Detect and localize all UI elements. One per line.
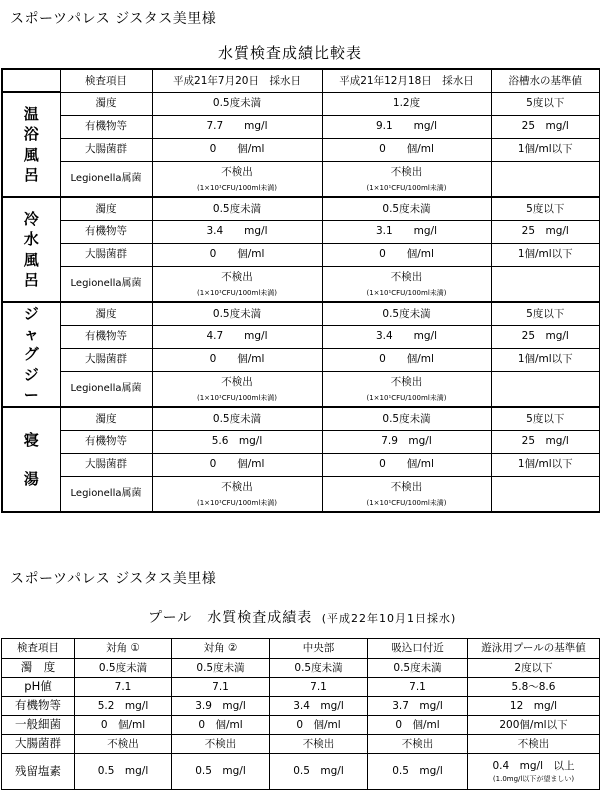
category-char: 浴 bbox=[23, 125, 39, 144]
value-december bbox=[322, 325, 491, 348]
value-december bbox=[322, 115, 491, 138]
table2-col-item: 検査項目 bbox=[2, 639, 75, 659]
test-item: Legionella属菌 bbox=[60, 266, 152, 302]
table2-col-intake: 吸込口付近 bbox=[368, 639, 468, 659]
table1-row bbox=[2, 138, 600, 161]
category-char: グ bbox=[23, 345, 39, 364]
pool-standard-main: 2度以下 bbox=[514, 661, 553, 674]
pool-standard bbox=[468, 735, 600, 754]
pool-standard bbox=[468, 697, 600, 716]
value-december bbox=[322, 220, 491, 243]
category-char: 風 bbox=[23, 250, 39, 269]
pool-value: 7.1 bbox=[368, 678, 468, 697]
value-note: (1×10¹CFU/100ml未満) bbox=[366, 183, 447, 192]
standard-value: 1個/ml以下 bbox=[491, 348, 600, 371]
table2-row bbox=[2, 716, 600, 735]
value-main: 不検出 bbox=[390, 165, 423, 178]
table1-row bbox=[2, 348, 600, 371]
table1-row bbox=[2, 325, 600, 348]
category-label bbox=[2, 407, 60, 512]
category-char: ジ bbox=[23, 365, 39, 384]
pool-value: 0.5 mg/l bbox=[270, 754, 368, 790]
comparison-table bbox=[1, 68, 600, 513]
category-char: ー bbox=[23, 385, 39, 404]
category-char: 呂 bbox=[23, 270, 39, 289]
value-main: 0.5度未満 bbox=[212, 307, 262, 320]
value-december bbox=[322, 161, 491, 197]
table1-row bbox=[2, 92, 600, 115]
value-main: 3.4 mg/l bbox=[206, 225, 268, 238]
value-december bbox=[322, 92, 491, 115]
value-july bbox=[152, 266, 322, 302]
value-main: 0 個/ml bbox=[209, 458, 265, 471]
value-main: 7.9 mg/l bbox=[381, 435, 432, 448]
test-item: 有機物等 bbox=[60, 430, 152, 453]
table1-row bbox=[2, 161, 600, 197]
facility-header-2: スポーツパレス ジスタス美里様 bbox=[10, 571, 217, 587]
category-char bbox=[3, 451, 60, 469]
value-main: 不検出 bbox=[390, 375, 423, 388]
table2-col-diag2: 対角 ② bbox=[172, 639, 270, 659]
table2-row bbox=[2, 754, 600, 790]
value-july bbox=[152, 220, 322, 243]
pool-value: 0 個/ml bbox=[368, 716, 468, 735]
pool-value: 不検出 bbox=[75, 735, 172, 754]
table1-row bbox=[2, 371, 600, 407]
value-note: (1×10¹CFU/100ml未満) bbox=[196, 183, 277, 192]
value-main: 不検出 bbox=[221, 270, 253, 283]
pool-standard bbox=[468, 754, 600, 790]
standard-value bbox=[491, 161, 600, 197]
value-december bbox=[322, 243, 491, 266]
pool-value: 0.5度未満 bbox=[75, 659, 172, 678]
value-july bbox=[152, 476, 322, 512]
value-note: (1×10¹CFU/100ml未満) bbox=[366, 288, 447, 297]
pool-value: 7.1 bbox=[172, 678, 270, 697]
category-label bbox=[2, 197, 60, 302]
value-december bbox=[322, 138, 491, 161]
table2-title bbox=[148, 607, 456, 627]
value-note: (1×10¹CFU/100ml未満) bbox=[196, 498, 277, 507]
value-december bbox=[322, 197, 491, 220]
standard-value: 1個/ml以下 bbox=[491, 453, 600, 476]
pool-standard-main: 不検出 bbox=[517, 737, 550, 750]
value-main: 0 個/ml bbox=[379, 143, 434, 156]
value-december bbox=[322, 266, 491, 302]
value-july bbox=[152, 197, 322, 220]
value-main: 0.5度未満 bbox=[382, 307, 431, 320]
standard-value: 25 mg/l bbox=[491, 430, 600, 453]
category-char: 水 bbox=[23, 230, 39, 249]
value-december bbox=[322, 371, 491, 407]
pool-standard-main: 5.8～8.6 bbox=[511, 680, 556, 693]
category-char: 風 bbox=[23, 145, 39, 164]
value-december bbox=[322, 302, 491, 325]
table2-col-diag1: 対角 ① bbox=[75, 639, 172, 659]
test-item: 有機物等 bbox=[60, 325, 152, 348]
test-item: 有機物等 bbox=[60, 115, 152, 138]
table1-row bbox=[2, 243, 600, 266]
value-july bbox=[152, 243, 322, 266]
category-char: ャ bbox=[23, 325, 39, 344]
value-july bbox=[152, 371, 322, 407]
table1-title: 水質検査成績比較表 bbox=[218, 44, 363, 62]
value-main: 5.6 mg/l bbox=[211, 435, 263, 448]
pool-value: 7.1 bbox=[75, 678, 172, 697]
value-december bbox=[322, 348, 491, 371]
standard-value bbox=[491, 476, 600, 512]
standard-value: 25 mg/l bbox=[491, 325, 600, 348]
pool-standard-main: 200個/ml以下 bbox=[499, 718, 568, 731]
category-char: 湯 bbox=[23, 469, 39, 488]
pool-test-item: 濁 度 bbox=[2, 659, 75, 678]
category-label bbox=[2, 92, 60, 197]
table1-row bbox=[2, 197, 600, 220]
table1-row bbox=[2, 453, 600, 476]
pool-value: 0.5度未満 bbox=[270, 659, 368, 678]
value-note: (1×10¹CFU/100ml未満) bbox=[196, 288, 277, 297]
standard-value: 5度以下 bbox=[491, 302, 600, 325]
table2-col-standard: 遊泳用プールの基準値 bbox=[468, 639, 600, 659]
value-main: 不検出 bbox=[390, 270, 423, 283]
pool-value: 不検出 bbox=[172, 735, 270, 754]
standard-value: 1個/ml以下 bbox=[491, 138, 600, 161]
table2-row bbox=[2, 735, 600, 754]
value-main: 0 個/ml bbox=[379, 248, 434, 261]
test-item: 大腸菌群 bbox=[60, 348, 152, 371]
pool-test-item: pH値 bbox=[2, 678, 75, 697]
standard-value: 5度以下 bbox=[491, 407, 600, 430]
value-main: 3.4 mg/l bbox=[375, 330, 438, 343]
test-item: 濁度 bbox=[60, 92, 152, 115]
category-char: 寝 bbox=[23, 431, 39, 450]
table2-title-note: (平成22年10月1日採水) bbox=[321, 612, 457, 625]
category-char: 冷 bbox=[23, 210, 39, 228]
value-main: 0.5度未満 bbox=[212, 97, 262, 110]
value-main: 不検出 bbox=[221, 165, 253, 178]
value-july bbox=[152, 302, 322, 325]
value-main: 0.5度未満 bbox=[212, 202, 262, 215]
table2-row bbox=[2, 659, 600, 678]
value-july bbox=[152, 115, 322, 138]
pool-standard-main: 0.4 mg/l 以上 bbox=[492, 759, 575, 772]
category-char: 呂 bbox=[23, 165, 39, 184]
value-main: 9.1 mg/l bbox=[375, 120, 438, 133]
table1-header-row bbox=[2, 69, 600, 92]
table2-col-center: 中央部 bbox=[270, 639, 368, 659]
test-item: 濁度 bbox=[60, 197, 152, 220]
value-july bbox=[152, 430, 322, 453]
value-main: 4.7 mg/l bbox=[206, 330, 268, 343]
pool-standard-note: (1.0mg/l以下が望ましい) bbox=[492, 775, 575, 783]
value-main: 0.5度未満 bbox=[212, 412, 262, 425]
facility-header: スポーツパレス ジスタス美里様 bbox=[10, 11, 217, 27]
category-label bbox=[2, 302, 60, 407]
value-main: 3.1 mg/l bbox=[375, 225, 438, 238]
pool-value: 3.7 mg/l bbox=[368, 697, 468, 716]
table1-col-item: 検査項目 bbox=[60, 69, 152, 92]
pool-value: 0 個/ml bbox=[75, 716, 172, 735]
table1-col-date2: 平成21年12月18日 採水日 bbox=[322, 69, 491, 92]
value-july bbox=[152, 138, 322, 161]
pool-standard bbox=[468, 659, 600, 678]
value-main: 不検出 bbox=[221, 375, 253, 388]
table1-row bbox=[2, 430, 600, 453]
test-item: 濁度 bbox=[60, 407, 152, 430]
test-item: 大腸菌群 bbox=[60, 138, 152, 161]
pool-value: 3.9 mg/l bbox=[172, 697, 270, 716]
standard-value bbox=[491, 371, 600, 407]
pool-value: 不検出 bbox=[368, 735, 468, 754]
table2-header-row bbox=[2, 639, 600, 659]
value-december bbox=[322, 407, 491, 430]
value-main: 不検出 bbox=[390, 480, 423, 493]
table1-col-standard: 浴槽水の基準値 bbox=[491, 69, 600, 92]
pool-table bbox=[1, 638, 600, 790]
value-main: 0 個/ml bbox=[209, 143, 265, 156]
value-july bbox=[152, 92, 322, 115]
table1-col-blank bbox=[2, 69, 60, 92]
value-main: 0 個/ml bbox=[379, 353, 434, 366]
pool-standard-main: 12 mg/l bbox=[509, 699, 558, 712]
value-main: 0.5度未満 bbox=[382, 412, 431, 425]
table1-row bbox=[2, 115, 600, 138]
pool-value: 0.5度未満 bbox=[172, 659, 270, 678]
test-item: Legionella属菌 bbox=[60, 161, 152, 197]
test-item: Legionella属菌 bbox=[60, 371, 152, 407]
standard-value: 5度以下 bbox=[491, 92, 600, 115]
pool-standard bbox=[468, 716, 600, 735]
table1-row bbox=[2, 476, 600, 512]
standard-value bbox=[491, 266, 600, 302]
value-december bbox=[322, 453, 491, 476]
pool-value: 3.4 mg/l bbox=[270, 697, 368, 716]
value-december bbox=[322, 430, 491, 453]
value-note: (1×10¹CFU/100ml未満) bbox=[366, 393, 447, 402]
table1-row bbox=[2, 302, 600, 325]
table1-row bbox=[2, 266, 600, 302]
value-july bbox=[152, 407, 322, 430]
standard-value: 25 mg/l bbox=[491, 220, 600, 243]
category-char: ジ bbox=[23, 304, 39, 323]
test-item: 大腸菌群 bbox=[60, 453, 152, 476]
value-july bbox=[152, 161, 322, 197]
standard-value: 5度以下 bbox=[491, 197, 600, 220]
value-note: (1×10¹CFU/100ml未満) bbox=[366, 498, 447, 507]
test-item: 有機物等 bbox=[60, 220, 152, 243]
standard-value: 1個/ml以下 bbox=[491, 243, 600, 266]
test-item: Legionella属菌 bbox=[60, 476, 152, 512]
category-char: 温 bbox=[23, 105, 39, 123]
table2-row bbox=[2, 678, 600, 697]
table1-row bbox=[2, 220, 600, 243]
pool-test-item: 大腸菌群 bbox=[2, 735, 75, 754]
test-item: 大腸菌群 bbox=[60, 243, 152, 266]
standard-value: 25 mg/l bbox=[491, 115, 600, 138]
test-item: 濁度 bbox=[60, 302, 152, 325]
pool-test-item: 有機物等 bbox=[2, 697, 75, 716]
pool-value: 0.5 mg/l bbox=[368, 754, 468, 790]
value-main: 7.7 mg/l bbox=[206, 120, 268, 133]
table1-row bbox=[2, 407, 600, 430]
pool-standard bbox=[468, 678, 600, 697]
pool-value: 0 個/ml bbox=[270, 716, 368, 735]
pool-value: 7.1 bbox=[270, 678, 368, 697]
value-main: 不検出 bbox=[221, 480, 253, 493]
pool-value: 0.5度未満 bbox=[368, 659, 468, 678]
table1-col-date1: 平成21年7月20日 採水日 bbox=[152, 69, 322, 92]
value-main: 0 個/ml bbox=[379, 458, 434, 471]
value-july bbox=[152, 325, 322, 348]
pool-value: 0.5 mg/l bbox=[75, 754, 172, 790]
pool-test-item: 残留塩素 bbox=[2, 754, 75, 790]
value-main: 0 個/ml bbox=[209, 353, 265, 366]
pool-value: 不検出 bbox=[270, 735, 368, 754]
pool-value: 0 個/ml bbox=[172, 716, 270, 735]
value-main: 0.5度未満 bbox=[382, 202, 431, 215]
table2-title-main: プール 水質検査成績表 bbox=[148, 610, 313, 626]
value-july bbox=[152, 348, 322, 371]
pool-value: 5.2 mg/l bbox=[75, 697, 172, 716]
value-december bbox=[322, 476, 491, 512]
table2-row bbox=[2, 697, 600, 716]
value-main: 1.2度 bbox=[392, 97, 421, 110]
value-note: (1×10¹CFU/100ml未満) bbox=[196, 393, 277, 402]
pool-value: 0.5 mg/l bbox=[172, 754, 270, 790]
pool-test-item: 一般細菌 bbox=[2, 716, 75, 735]
value-july bbox=[152, 453, 322, 476]
value-main: 0 個/ml bbox=[209, 248, 265, 261]
